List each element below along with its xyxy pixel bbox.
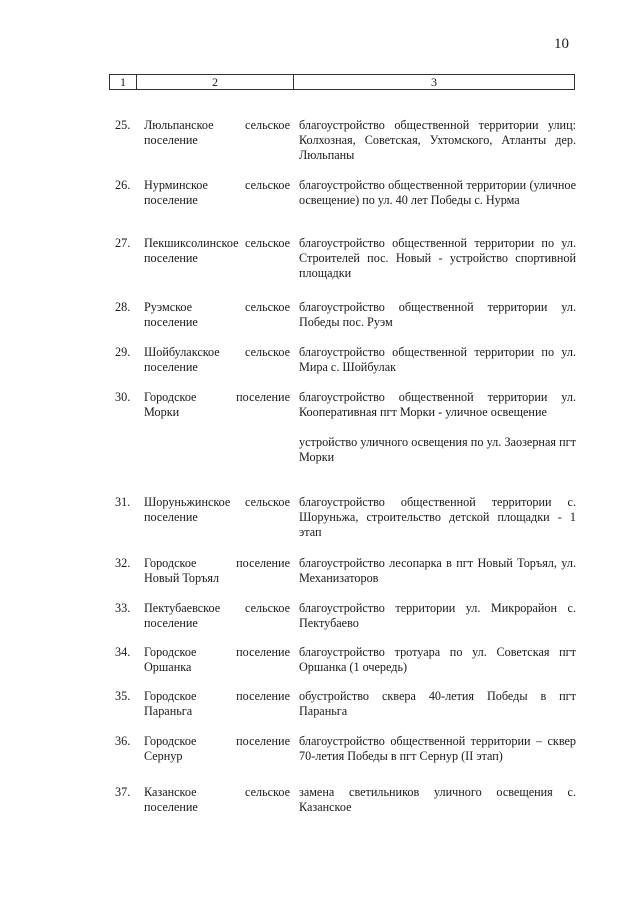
settlement-name: Городское поселение Оршанка (144, 645, 290, 674)
settlement-name: Казанское сельское поселение (144, 785, 290, 814)
header-col-1: 1 (109, 75, 136, 89)
project-description (299, 178, 576, 208)
settlement-name: Пекшиксолинское сельское поселение (144, 236, 290, 265)
description-text: обустройство сквера 40-летия Победы в пгт Параньга (299, 689, 576, 718)
project-description (299, 785, 576, 815)
settlement-name: Городское поселение Новый Торъял (144, 556, 290, 585)
project-description (299, 601, 576, 631)
project-description (299, 236, 576, 281)
settlement-name: Шоруньжинское сельское поселение (144, 495, 290, 524)
settlement-name: Пектубаевское сельское поселение (144, 601, 290, 630)
description-text: благоустройство тротуара по ул. Советская пгт Оршанка (1 очередь) (299, 645, 576, 674)
page-number: 10 (554, 36, 569, 52)
project-description (299, 345, 576, 375)
row-number: 37. (115, 785, 131, 799)
description-text: благоустройство общественной территории с. Шоруньжа, строительство детской площадки - 1 этап (299, 495, 576, 539)
row-number: 36. (115, 734, 131, 748)
project-description (299, 734, 576, 764)
settlement-name: Люльпанское сельское поселение (144, 118, 290, 147)
description-text: благоустройство общественной территории ул. Победы пос. Руэм (299, 300, 576, 329)
row-number: 27. (115, 236, 131, 250)
description-text: благоустройство общественной территории по ул. Строителей пос. Новый - устройство спортивной площадки (299, 236, 576, 280)
settlement-name: Городское поселение Сернур (144, 734, 290, 763)
settlement-name: Руэмское сельское поселение (144, 300, 290, 329)
description-text: благоустройство общественной территории (уличное освещение) по ул. 40 лет Победы с. Нурма (299, 178, 576, 207)
header-col-2: 2 (136, 75, 293, 89)
row-number: 25. (115, 118, 131, 132)
project-description (299, 300, 576, 330)
description-text: благоустройство территории ул. Микрорайон с. Пектубаево (299, 601, 576, 630)
row-number: 35. (115, 689, 131, 703)
row-number: 33. (115, 601, 131, 615)
settlement-name: Городское поселение Параньга (144, 689, 290, 718)
project-description (299, 556, 576, 586)
settlement-name: Нурминское сельское поселение (144, 178, 290, 207)
description-text: благоустройство общественной территории – сквер 70-летия Победы в пгт Сернур (II этап) (299, 734, 576, 763)
project-description (299, 495, 576, 540)
row-number: 32. (115, 556, 131, 570)
row-number: 34. (115, 645, 131, 659)
project-description (299, 390, 576, 465)
header-col-3: 3 (293, 75, 575, 89)
settlement-name: Шойбулакское сельское поселение (144, 345, 290, 374)
row-number: 30. (115, 390, 131, 404)
description-text: благоустройство общественной территории по ул. Мира с. Шойбулак (299, 345, 576, 374)
description-text: замена светильников уличного освещения с. Казанское (299, 785, 576, 814)
row-number: 29. (115, 345, 131, 359)
row-number: 26. (115, 178, 131, 192)
description-text: благоустройство лесопарка в пгт Новый Торъял, ул. Механизаторов (299, 556, 576, 585)
description-text: устройство уличного освещения по ул. Заозерная пгт Морки (299, 435, 576, 464)
project-description (299, 118, 576, 163)
settlement-name: Городское поселение Морки (144, 390, 290, 419)
description-text: благоустройство общественной территории ул. Кооперативная пгт Морки - уличное освещение (299, 390, 576, 419)
row-number: 31. (115, 495, 131, 509)
table-header (109, 74, 575, 90)
project-description (299, 689, 576, 719)
project-description (299, 645, 576, 675)
description-text: благоустройство общественной территории улиц: Колхозная, Советская, Ухтомского, Атланты дер. Люльпаны (299, 118, 576, 162)
row-number: 28. (115, 300, 131, 314)
